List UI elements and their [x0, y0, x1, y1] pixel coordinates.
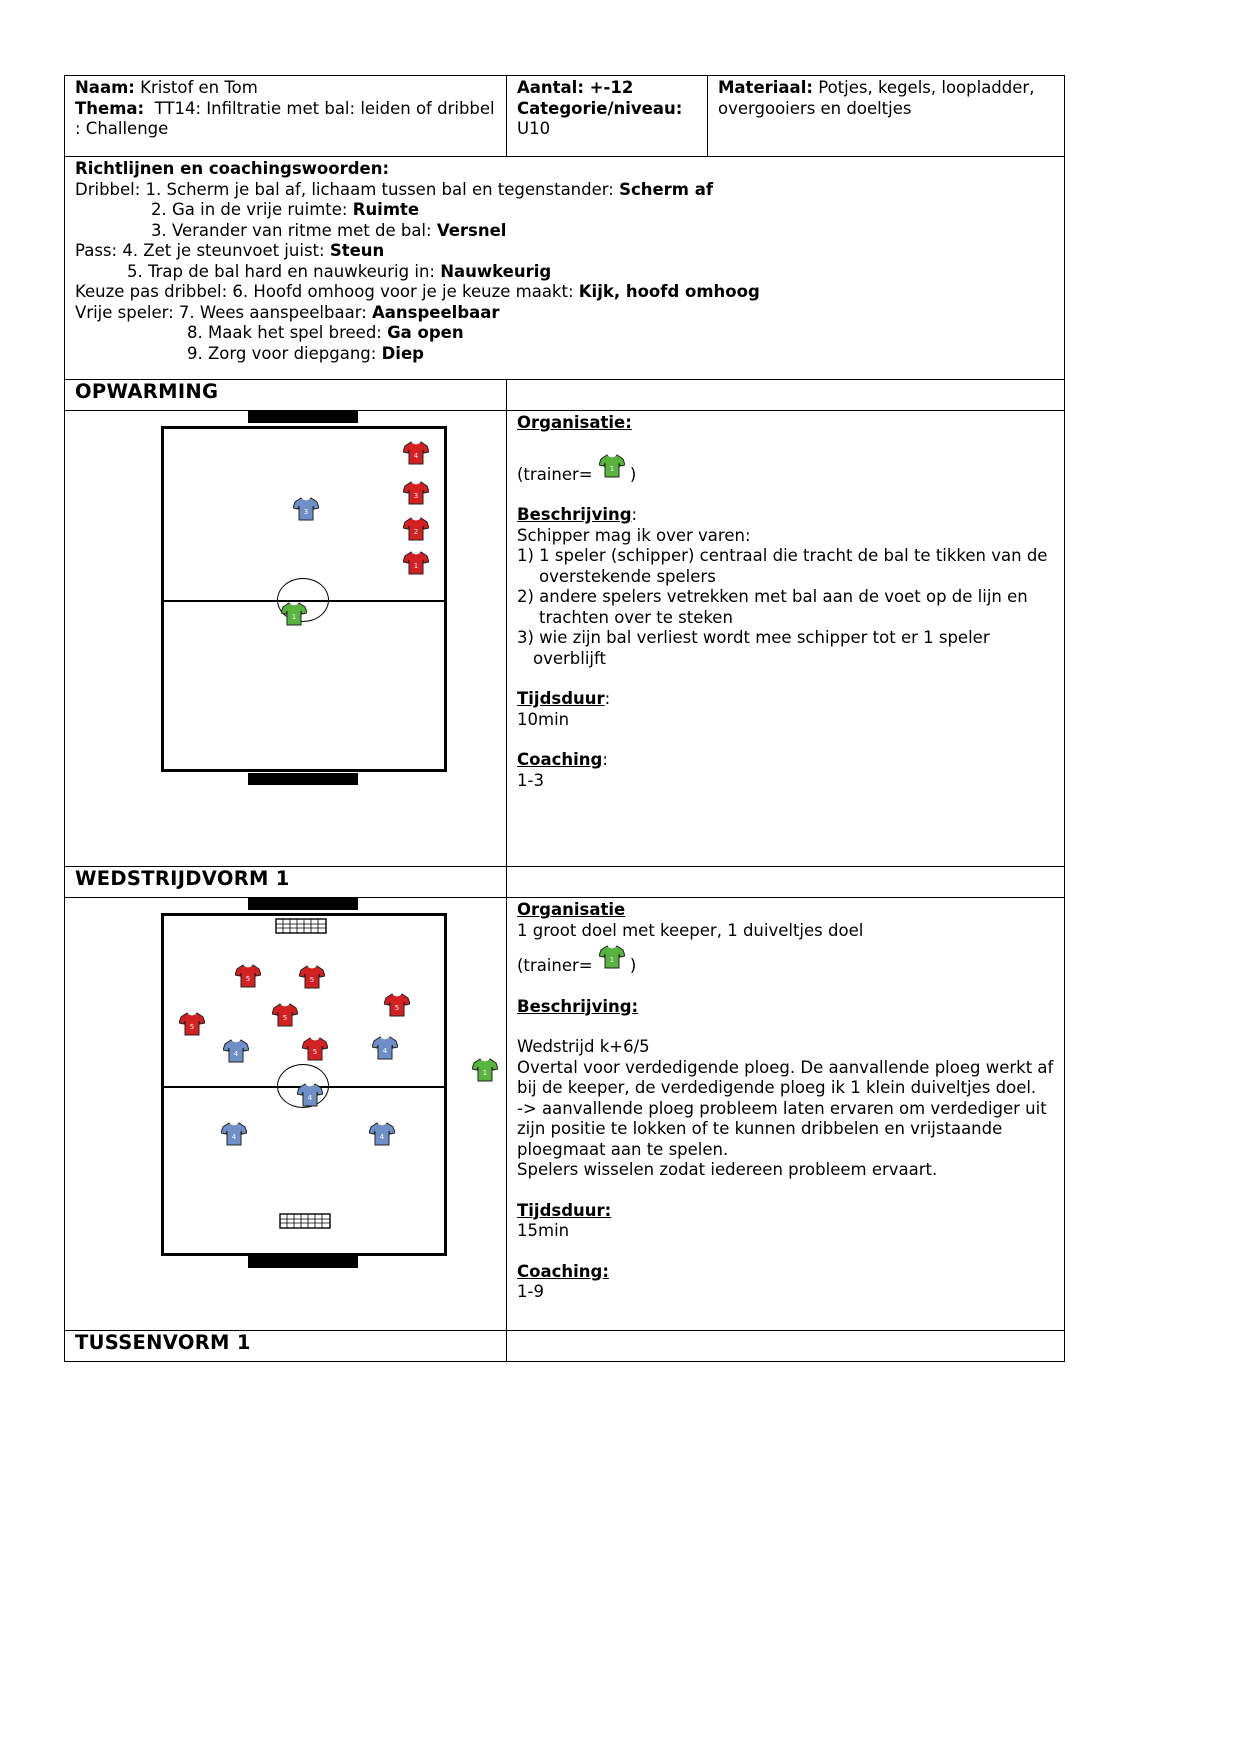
guideline-line: 9. Zorg voor diepgang: Diep — [187, 343, 424, 363]
sheet-table — [64, 75, 1065, 1362]
trainer-suffix: ) — [629, 956, 637, 975]
opwarming-diagram — [65, 411, 507, 867]
materiaal-label: Materiaal: — [718, 78, 813, 97]
coaching-label: Coaching: — [517, 1261, 609, 1281]
svg-text:4: 4 — [307, 1094, 313, 1102]
goal-bar-top — [248, 898, 358, 910]
coaching-label: Coaching — [517, 750, 603, 769]
goal-net-icon — [275, 918, 327, 934]
section-header-empty — [507, 867, 1065, 898]
tijdsduur-value: 15min — [517, 1221, 570, 1240]
goal-bar-bottom — [248, 1256, 358, 1268]
jersey-icon — [599, 454, 625, 478]
list-item: 2) andere spelers vetrekken met bal aan de voet op de lijn en trachten over te steken — [517, 587, 1028, 627]
svg-text:3: 3 — [303, 508, 309, 516]
naam-label: Naam: — [75, 78, 135, 97]
description-paragraph: -> aanvallende ploeg probleem laten ervaren om verdediger uit zijn positie te lokken of te kunnen dribbelen en vrijstaande ploegmaat aan te spelen. — [517, 1098, 1047, 1159]
svg-text:4: 4 — [413, 452, 419, 460]
section-header-empty — [507, 380, 1065, 411]
jersey-icon — [384, 993, 410, 1017]
svg-text:1: 1 — [609, 464, 614, 473]
jersey-icon — [179, 1012, 205, 1036]
jersey-icon — [403, 481, 429, 505]
trainer-suffix: ) — [629, 464, 637, 484]
guideline-line: 3. Verander van ritme met de bal: Versnel — [151, 220, 507, 240]
tijdsduur-label: Tijdsduur: — [517, 1200, 612, 1220]
tijdsduur-label: Tijdsduur — [517, 689, 605, 708]
svg-text:2: 2 — [413, 528, 419, 536]
pitch — [161, 426, 447, 772]
jersey-icon — [403, 517, 429, 541]
svg-text:5: 5 — [309, 976, 315, 984]
opwarming-text: Organisatie: (trainer= 1 ) Beschrijving: Schipper mag ik over varen: 1) 1 speler (schipper) centraal die tracht de bal te tikken van de overstekende spelers 2) andere spelers vetrekken met bal aan de voet op de lijn en trachten over te steken 3) wie zijn bal verliest wordt mee schipper tot er 1 speler overblijft Tijdsduur: 10min Coaching: 1-3 — [507, 411, 1065, 867]
svg-text:3: 3 — [413, 492, 419, 500]
jersey-icon — [599, 945, 625, 969]
jersey-icon — [221, 1122, 247, 1146]
header-name-theme-cell — [65, 76, 507, 157]
jersey-icon — [299, 965, 325, 989]
svg-text:4: 4 — [231, 1133, 237, 1141]
svg-text:5: 5 — [312, 1048, 318, 1056]
coaching-value: 1-3 — [517, 770, 544, 790]
goal-bar-top — [248, 411, 358, 423]
description-paragraph: Spelers wisselen zodat iedereen probleem ervaart. — [517, 1160, 938, 1179]
guidelines-cell — [65, 157, 1065, 380]
guideline-line: Keuze pas dribbel: 6. Hoofd omhoog voor je je keuze maakt: Kijk, hoofd omhoog — [75, 282, 760, 301]
thema-label: Thema: — [75, 98, 145, 118]
description-paragraph: Overtal voor verdedigende ploeg. De aanvallende ploeg werkt af bij de keeper, de verdedigende ploeg ik 1 klein duiveltjes doel. — [517, 1057, 1054, 1097]
svg-text:4: 4 — [382, 1047, 388, 1055]
description-paragraph: Wedstrijd k+6/5 — [517, 1037, 650, 1056]
svg-text:5: 5 — [394, 1004, 400, 1012]
jersey-icon — [372, 1036, 398, 1060]
svg-text:4: 4 — [379, 1133, 385, 1141]
jersey-icon — [403, 551, 429, 575]
organisatie-value: 1 groot doel met keeper, 1 duiveltjes doel — [517, 920, 864, 940]
svg-text:1: 1 — [291, 613, 297, 621]
jersey-icon — [223, 1039, 249, 1063]
svg-text:5: 5 — [282, 1014, 288, 1022]
section-title: OPWARMING — [75, 380, 219, 403]
beschrijving-label: Beschrijving: — [517, 996, 639, 1016]
svg-text:5: 5 — [189, 1023, 195, 1031]
section-title: WEDSTRIJDVORM 1 — [75, 867, 290, 890]
goal-bar-bottom — [248, 773, 358, 785]
guideline-line: Pass: 4. Zet je steunvoet juist: Steun — [75, 241, 385, 260]
svg-text:4: 4 — [233, 1050, 239, 1058]
jersey-icon — [235, 964, 261, 988]
trainer-prefix: (trainer= — [517, 464, 593, 484]
beschrijving-label: Beschrijving — [517, 505, 632, 524]
section-title: TUSSENVORM 1 — [75, 1331, 251, 1354]
section-header-tussenvorm — [65, 1331, 507, 1362]
tijdsduur-value: 10min — [517, 709, 570, 729]
svg-text:1: 1 — [413, 562, 419, 570]
guideline-line: 2. Ga in de vrije ruimte: Ruimte — [151, 200, 420, 219]
training-sheet — [64, 75, 1064, 1362]
jersey-icon — [272, 1003, 298, 1027]
coaching-value: 1-9 — [517, 1282, 544, 1301]
description-intro: Schipper mag ik over varen: — [517, 525, 751, 545]
header-count-cell — [507, 76, 708, 157]
svg-text:5: 5 — [245, 975, 251, 983]
svg-text:1: 1 — [482, 1069, 488, 1077]
wedstrijdvorm-text — [507, 898, 1065, 1331]
guideline-line: 8. Maak het spel breed: Ga open — [187, 323, 464, 342]
jersey-icon — [281, 602, 307, 626]
section-header-opwarming — [65, 380, 507, 411]
trainer-prefix: (trainer= — [517, 956, 593, 975]
naam-value: Kristof en Tom — [140, 78, 258, 97]
categorie-label: Categorie/niveau: — [517, 98, 683, 118]
header-material-cell — [708, 76, 1065, 157]
materiaal-value: Potjes, kegels, loopladder, overgooiers en doeltjes — [718, 78, 1035, 118]
thema-value: TT14: Infiltratie met bal: leiden of dribbel : Challenge — [75, 98, 495, 138]
goal-net-icon — [279, 1213, 331, 1229]
jersey-icon — [293, 497, 319, 521]
aantal-label: Aantal: +-12 — [517, 78, 634, 97]
list-item: 3) wie zijn bal verliest wordt mee schipper tot er 1 speler overblijft — [517, 628, 990, 668]
svg-text:1: 1 — [609, 956, 614, 964]
section-header-empty — [507, 1331, 1065, 1362]
jersey-icon — [403, 441, 429, 465]
guideline-line: Dribbel: 1. Scherm je bal af, lichaam tussen bal en tegenstander: Scherm af — [75, 179, 714, 199]
organisatie-label: Organisatie — [517, 900, 626, 919]
guidelines-title: Richtlijnen en coachingswoorden: — [75, 159, 390, 178]
section-header-wedstrijdvorm — [65, 867, 507, 898]
jersey-icon — [472, 1058, 498, 1082]
wedstrijdvorm-diagram — [65, 898, 507, 1331]
categorie-value: U10 — [517, 119, 551, 138]
jersey-icon — [369, 1122, 395, 1146]
organisatie-label: Organisatie: — [517, 413, 632, 432]
list-item: 1) 1 speler (schipper) centraal die tracht de bal te tikken van de overstekende spelers — [517, 546, 1048, 586]
jersey-icon — [297, 1083, 323, 1107]
guideline-line: Vrije speler: 7. Wees aanspeelbaar: Aanspeelbaar — [75, 302, 500, 322]
guideline-line: 5. Trap de bal hard en nauwkeurig in: Nauwkeurig — [127, 261, 552, 281]
jersey-icon — [302, 1037, 328, 1061]
